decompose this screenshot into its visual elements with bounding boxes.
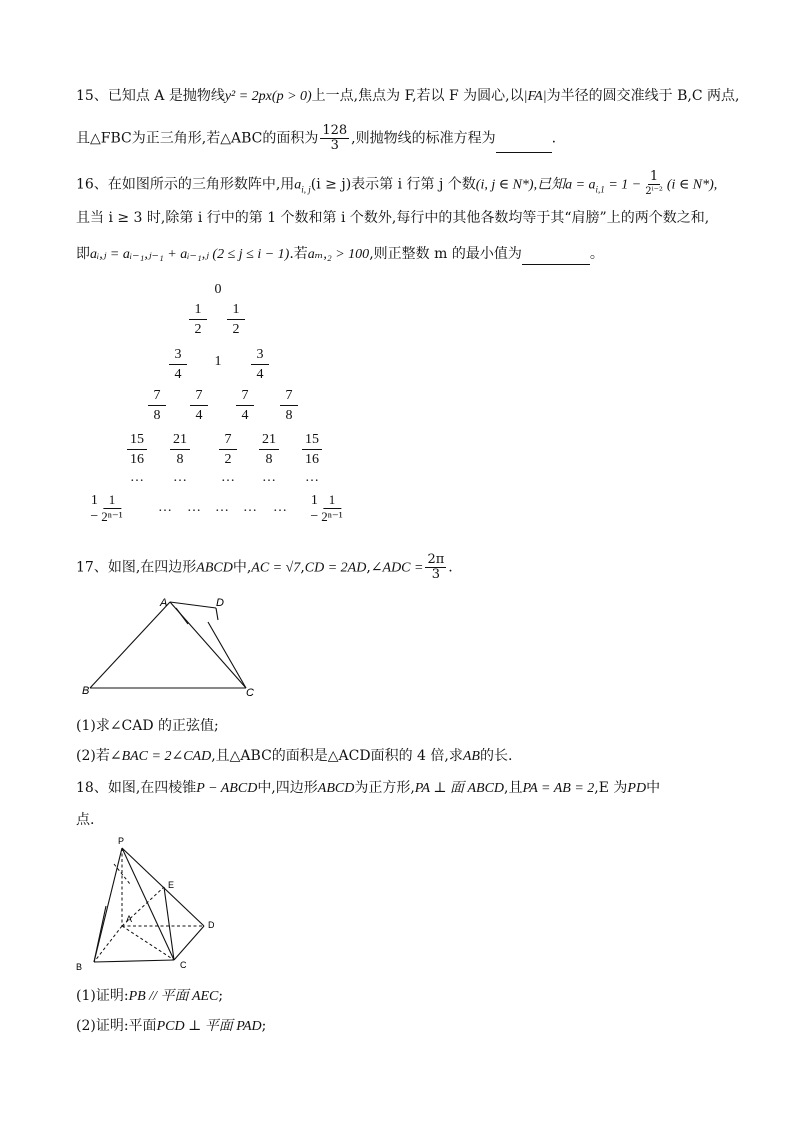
- q17-condition-ac: AC = √7: [251, 560, 301, 576]
- label-c: C: [180, 960, 187, 970]
- q18-pyramid-figure: [74, 834, 224, 974]
- label-a: A: [126, 914, 133, 924]
- q15-area-fraction: [320, 124, 349, 153]
- q15-answer-blank[interactable]: [496, 136, 552, 153]
- tri-ellipsis-last: …: [273, 500, 287, 515]
- tri-den: 4: [174, 367, 182, 382]
- q16-text-3: (i, j ∈ N*),已知: [475, 177, 566, 193]
- tri-last-frac: [318, 492, 345, 525]
- tri-num: 7: [190, 386, 208, 406]
- edge-bc: [94, 960, 174, 962]
- tri-row3-1: [169, 345, 187, 384]
- tri-row3-2: 1: [214, 354, 222, 369]
- q16-text-2: (i ≥ j)表示第 i 行第 j 个数: [310, 176, 476, 193]
- q15-parabola-equation: y² = 2px(p > 0): [224, 89, 312, 104]
- tri-num: 1: [103, 492, 121, 509]
- q15-text-6: .: [551, 130, 557, 147]
- tri-num: 7: [219, 430, 237, 450]
- q17-frac-den: 3: [431, 567, 441, 582]
- tri-num: 1: [323, 492, 341, 509]
- q16-def-num: 1: [649, 169, 659, 184]
- edge-dc: [208, 622, 246, 688]
- q16-symbol: a: [294, 177, 302, 193]
- q18-perp: PA ⊥ 面 ABCD: [414, 781, 505, 796]
- q18-equality: PA = AB = 2: [522, 781, 595, 796]
- edge-ad: [170, 602, 216, 608]
- label-p: P: [118, 836, 125, 846]
- label-a: A: [160, 597, 168, 609]
- q18-line1: [76, 778, 660, 799]
- tri-last-right: [310, 492, 345, 525]
- label-b: B: [82, 685, 90, 697]
- tri-ellipsis-last: …: [158, 500, 172, 515]
- q18-text-7: 点.: [76, 812, 95, 828]
- q17-sep: ,: [300, 559, 305, 576]
- tri-den: 8: [285, 408, 293, 423]
- q16-text-4: 且当 i ≥ 3 时,除第 i 行中的第 1 个数和第 i 个数外,每行中的其他各数均等于其“肩膀”上的两个数之和,: [76, 210, 710, 226]
- tri-num: 15: [127, 430, 147, 450]
- q17-frac-num: 2π: [427, 552, 445, 567]
- tri-num: 1: [227, 300, 245, 320]
- label-b: B: [76, 962, 83, 972]
- q18-sub1: [76, 986, 223, 1007]
- q15-text-5: ,则抛物线的标准方程为: [351, 130, 496, 147]
- label-e: E: [168, 880, 175, 890]
- tri-num: 3: [251, 345, 269, 365]
- tri-last-prefix: 1 −: [310, 492, 319, 524]
- q18-pd: PD: [627, 781, 647, 796]
- tri-num: 7: [236, 386, 254, 406]
- q17-quad: ABCD: [196, 560, 233, 576]
- tri-ellipsis-row: …: [262, 470, 276, 485]
- q17-line1: [76, 553, 453, 582]
- q16-def-cond: (i ∈ N*),: [666, 177, 718, 193]
- q17-sub2: [76, 746, 512, 767]
- q18-text-2: 中,四边形: [257, 780, 318, 796]
- q18-text-1: 18、如图,在四棱锥: [76, 780, 197, 796]
- tri-den: 2: [224, 452, 232, 467]
- q18-sub2-statement: PCD ⊥ 平面 PAD: [156, 1019, 262, 1034]
- q16-recurrence: aᵢ,ⱼ = aᵢ₋₁,ⱼ₋₁ + aᵢ₋₁,ⱼ (2 ≤ j ≤ i − 1): [90, 247, 290, 262]
- q15-line1: [76, 86, 739, 107]
- q16-text-7: ,则正整数 m 的最小值为: [369, 246, 522, 262]
- tri-row4-4: [280, 386, 298, 425]
- label-d: D: [216, 597, 224, 609]
- q15-text-4: 且△FBC为正三角形,若△ABC的面积为: [76, 130, 319, 147]
- tri-row4-1: [148, 386, 166, 425]
- q16-line3: [76, 244, 604, 265]
- q17-text-1: 17、如图,在四边形: [76, 559, 197, 576]
- tri-row4-2: [190, 386, 208, 425]
- q18-text-3: 为正方形,: [354, 780, 415, 796]
- tri-last-left: [90, 492, 125, 525]
- q17-sub2-text-1: (2)若: [76, 748, 110, 764]
- q15-text-3: 为半径的圆交准线于 B,C 两点,: [546, 88, 740, 104]
- tri-row2-1: [189, 300, 207, 339]
- tri-ellipsis-row: …: [173, 470, 187, 485]
- tri-den: 8: [265, 452, 273, 467]
- q17-condition-cd: CD = 2AD: [304, 560, 367, 576]
- q16-text-5: 即: [76, 246, 90, 262]
- tri-ellipsis-last: …: [243, 500, 257, 515]
- tri-num: 1: [189, 300, 207, 320]
- q15-text-1: 15、已知点 A 是抛物线: [76, 88, 225, 104]
- edge-dc-top: [216, 608, 218, 620]
- q16-def-sub: i,1: [595, 184, 605, 195]
- tri-ellipsis-last: …: [215, 500, 229, 515]
- q16-def-eq: = 1 −: [604, 177, 642, 193]
- label-d: D: [208, 920, 215, 930]
- tri-den: 4: [195, 408, 203, 423]
- q18-sub2: [76, 1016, 266, 1037]
- q18-text-4: ,且: [504, 780, 523, 796]
- q18-sub1-text-2: ;: [218, 988, 224, 1004]
- q15-text-2: 上一点,焦点为 F,若以 F 为圆心,以: [311, 88, 524, 104]
- q17-sub2-angle: ∠BAC = 2∠CAD: [109, 749, 212, 764]
- q16-condition: aₘ,₂ > 100: [307, 247, 370, 262]
- tri-den: 16: [305, 452, 319, 467]
- q16-text-1: 16、在如图所示的三角形数阵中,用: [76, 176, 295, 193]
- q17-end: .: [448, 559, 453, 576]
- edge-ab: [90, 602, 170, 688]
- q15-abs-fa: |FA|: [523, 89, 547, 104]
- tri-den: 8: [153, 408, 161, 423]
- tri-last-prefix: 1 −: [90, 492, 99, 524]
- tri-ellipsis-row: …: [305, 470, 319, 485]
- q15-line2: [76, 124, 556, 153]
- q17-condition-angle: ∠ADC =: [370, 560, 424, 576]
- q17-angle-fraction: [425, 553, 446, 582]
- tri-row5-2: [170, 430, 190, 469]
- tri-num: 7: [148, 386, 166, 406]
- tri-den: 4: [241, 408, 249, 423]
- tri-num: 21: [259, 430, 279, 450]
- tri-den: 2: [194, 322, 202, 337]
- tri-num: 3: [169, 345, 187, 365]
- q15-frac-num: 128: [322, 123, 348, 138]
- q17-text-2: 中,: [232, 559, 252, 576]
- q18-base: ABCD: [317, 781, 355, 796]
- q16-symbol-sub: i, j: [301, 184, 311, 195]
- q17-sub2-text-3: 的长.: [479, 748, 513, 764]
- q16-answer-blank[interactable]: [522, 248, 590, 265]
- q16-line1: [76, 170, 717, 199]
- label-c: C: [246, 687, 254, 699]
- tri-ellipsis-row: …: [130, 470, 144, 485]
- q16-text-6: .若: [289, 246, 308, 262]
- q18-text-5: ,E 为: [594, 780, 628, 796]
- q15-frac-den: 3: [330, 138, 339, 153]
- tri-den: 16: [130, 452, 144, 467]
- tri-row5-1: [127, 430, 147, 469]
- q18-pyramid: P − ABCD: [196, 781, 258, 796]
- q18-sub1-text-1: (1)证明:: [76, 988, 129, 1004]
- tri-row4-3: [236, 386, 254, 425]
- tri-row5-5: [302, 430, 322, 469]
- q17-quadrilateral-figure: [80, 592, 260, 702]
- q17-sub2-text-2: ,且△ABC的面积是△ACD面积的 4 倍,求: [211, 748, 463, 764]
- tri-den: 2ⁿ⁻¹: [321, 509, 343, 524]
- q17-sub1-text: (1)求∠CAD 的正弦值;: [76, 718, 219, 734]
- tri-ellipsis-last: …: [187, 500, 201, 515]
- q17-sub1: [76, 716, 219, 736]
- tri-den: 4: [256, 367, 264, 382]
- edge-cd: [174, 926, 204, 960]
- tri-den: 2ⁿ⁻¹: [101, 509, 123, 524]
- q16-def-lhs: a = a: [565, 177, 596, 193]
- q17-sep: ,: [366, 559, 371, 576]
- tri-den: 8: [176, 452, 184, 467]
- q16-def-fraction: [643, 170, 665, 199]
- q18-sub2-text-1: (2)证明:平面: [76, 1018, 157, 1034]
- tri-last-frac: [98, 492, 125, 525]
- q18-sub2-text-2: ;: [261, 1018, 267, 1034]
- tri-ellipsis-row: …: [221, 470, 235, 485]
- tri-row1-0: 0: [214, 282, 222, 297]
- tri-row5-4: [259, 430, 279, 469]
- tri-row2-2: [227, 300, 245, 339]
- q18-line2: [76, 810, 94, 830]
- tri-num: 7: [280, 386, 298, 406]
- tri-row3-3: [251, 345, 269, 384]
- tri-den: 2: [232, 322, 240, 337]
- edge-a-inner: [176, 608, 188, 624]
- q18-text-6: 中: [646, 780, 661, 796]
- q16-text-8: 。: [589, 246, 604, 262]
- tri-num: 21: [170, 430, 190, 450]
- tri-num: 15: [302, 430, 322, 450]
- q16-line2: [76, 208, 709, 228]
- q16-def-den: 2ⁱ⁻²: [645, 186, 663, 197]
- tri-row5-3: [219, 430, 237, 469]
- q17-sub2-ab: AB: [462, 749, 480, 764]
- q18-sub1-statement: PB // 平面 AEC: [128, 989, 219, 1004]
